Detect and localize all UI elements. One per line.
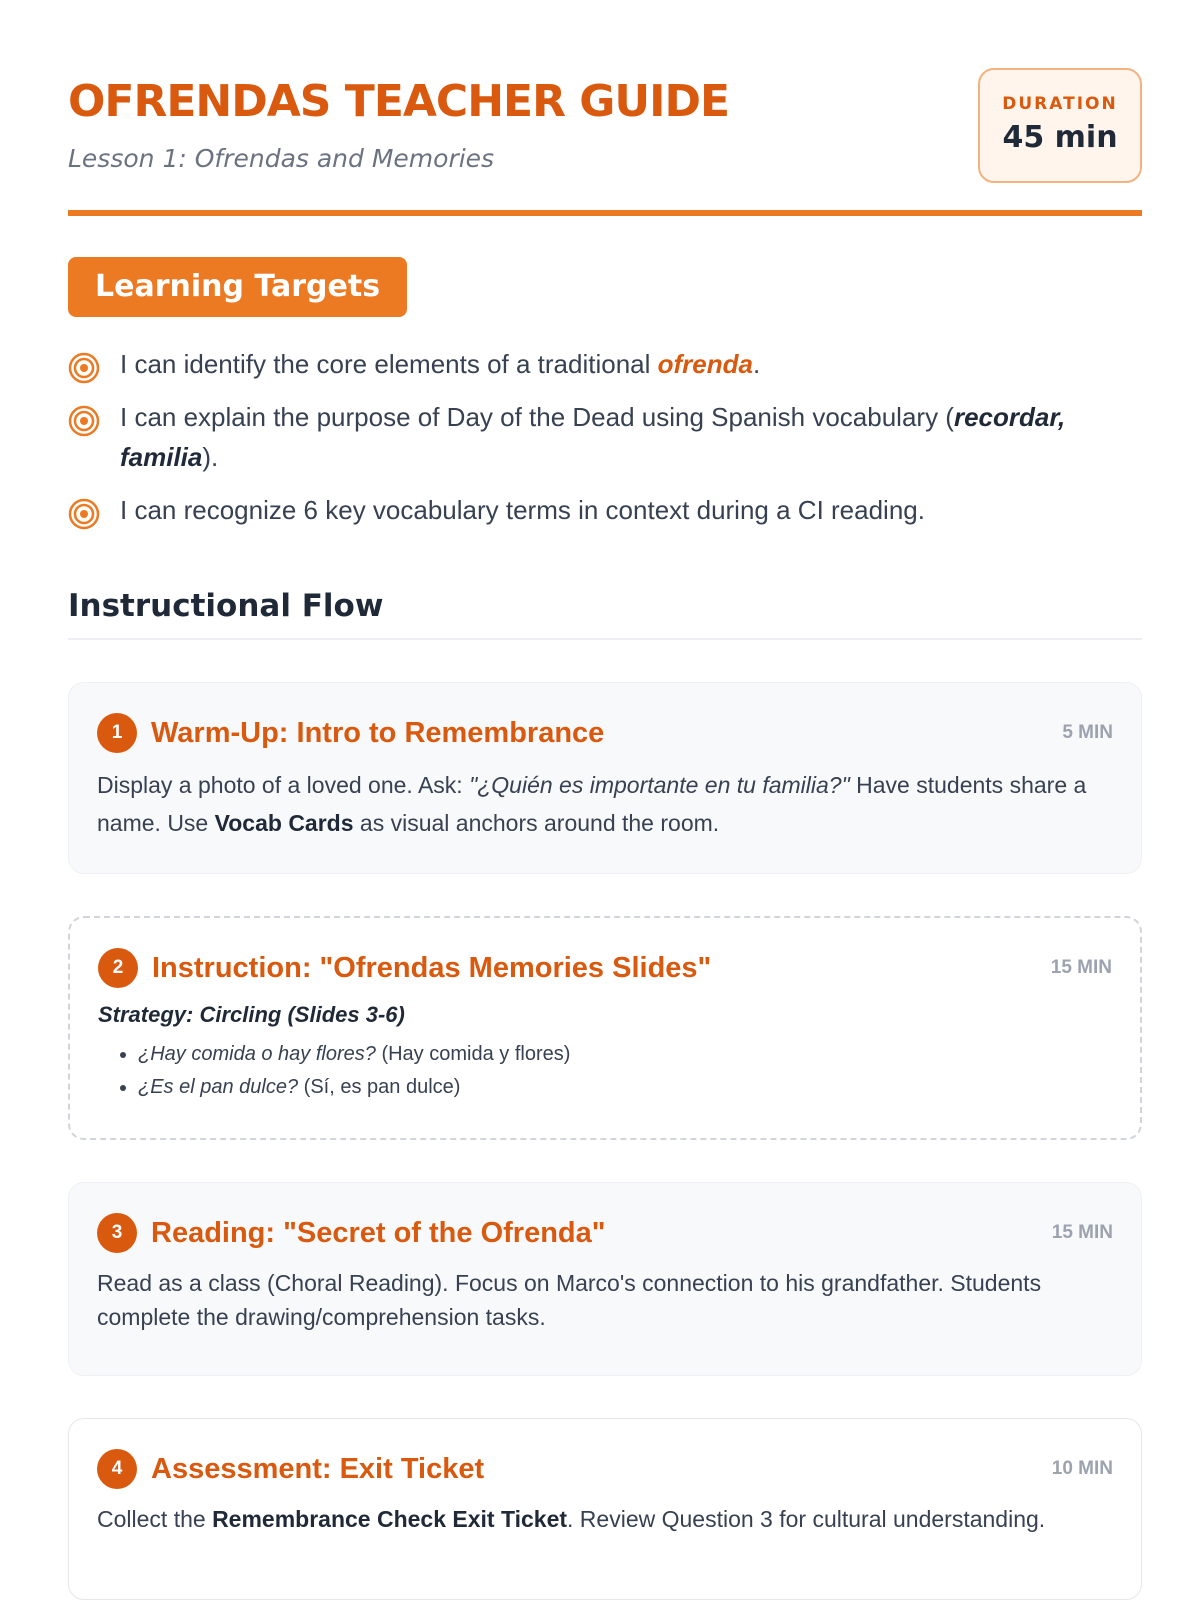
step-bold-term: Vocab Cards xyxy=(214,810,354,836)
page-title: OFRENDAS TEACHER GUIDE xyxy=(68,76,730,127)
target-icon xyxy=(68,498,100,530)
step-text: . Review Question 3 for cultural understanding. xyxy=(567,1506,1046,1532)
target-text-end: . xyxy=(752,349,761,379)
target-keyword: ofrenda xyxy=(657,349,753,379)
learning-target-item xyxy=(68,344,1142,384)
flow-step-reading xyxy=(68,1182,1142,1376)
step-header xyxy=(97,713,1113,753)
target-text: I can recognize 6 key vocabulary terms in context during a CI reading. xyxy=(120,495,925,525)
step-text: Display a photo of a loved one. Ask: xyxy=(97,772,470,798)
step-title: Instruction: "Ofrendas Memories Slides" xyxy=(152,952,712,984)
step-bold-term: Remembrance Check Exit Ticket xyxy=(212,1506,568,1532)
learning-target-item xyxy=(68,490,1142,530)
question-text: ¿Hay comida o hay flores? xyxy=(138,1043,376,1065)
page-header xyxy=(68,66,1142,216)
answer-text: (Sí, es pan dulce) xyxy=(298,1076,461,1098)
step-quote: "¿Quién es importante en tu familia?" xyxy=(469,772,850,798)
step-number: 1 xyxy=(97,713,137,753)
step-number: 2 xyxy=(98,948,138,988)
flow-step-warm-up xyxy=(68,682,1142,874)
duration-badge xyxy=(978,68,1142,183)
step-description xyxy=(97,766,1113,842)
duration-value: 45 min xyxy=(1002,120,1118,155)
step-description: Read as a class (Choral Reading). Focus on Marco's connection to his grandfather. Students complete the drawing/comprehension tasks. xyxy=(97,1270,1042,1330)
step-text: Have students share a name. Use xyxy=(97,772,1087,836)
step-text: as visual anchors around the room. xyxy=(353,810,720,836)
step-title: Reading: "Secret of the Ofrenda" xyxy=(151,1217,606,1249)
step-strategy: Strategy: Circling (Slides 3-6) xyxy=(98,1002,405,1027)
step-title: Warm-Up: Intro to Remembrance xyxy=(151,717,605,749)
step-duration: 15 MIN xyxy=(1050,957,1112,978)
step-header xyxy=(97,1213,1113,1253)
learning-targets-list xyxy=(68,344,1142,543)
step-text: Collect the xyxy=(97,1506,213,1532)
step-number: 4 xyxy=(97,1449,137,1489)
step-header xyxy=(98,948,1112,988)
duration-label: DURATION xyxy=(1002,94,1118,114)
target-keyword: recordar, familia xyxy=(120,402,1066,472)
answer-text: (Hay comida y flores) xyxy=(375,1043,571,1065)
target-text-end: ). xyxy=(202,442,219,472)
target-icon xyxy=(68,352,100,384)
flow-step-assessment xyxy=(68,1418,1142,1600)
lesson-subtitle: Lesson 1: Ofrendas and Memories xyxy=(68,144,495,173)
target-text: I can explain the purpose of Day of the Dead using Spanish vocabulary ( xyxy=(120,402,954,432)
learning-targets-badge: Learning Targets xyxy=(68,257,407,317)
circling-questions xyxy=(138,1038,1112,1104)
question-text: ¿Es el pan dulce? xyxy=(138,1076,299,1098)
step-title: Assessment: Exit Ticket xyxy=(151,1453,485,1485)
step-duration: 15 MIN xyxy=(1051,1222,1113,1243)
flow-divider xyxy=(68,638,1142,640)
list-item xyxy=(138,1038,1112,1071)
step-number: 3 xyxy=(97,1213,137,1253)
list-item xyxy=(138,1071,1112,1104)
step-description xyxy=(97,1502,1113,1536)
learning-target-item xyxy=(68,397,1142,477)
flow-step-instruction xyxy=(68,916,1142,1140)
step-header xyxy=(97,1449,1113,1489)
step-duration: 5 MIN xyxy=(1062,722,1113,743)
target-icon xyxy=(68,405,100,437)
header-divider xyxy=(68,210,1142,216)
step-duration: 10 MIN xyxy=(1051,1458,1113,1479)
target-text: I can identify the core elements of a traditional xyxy=(120,349,658,379)
instructional-flow-heading: Instructional Flow xyxy=(68,588,384,624)
